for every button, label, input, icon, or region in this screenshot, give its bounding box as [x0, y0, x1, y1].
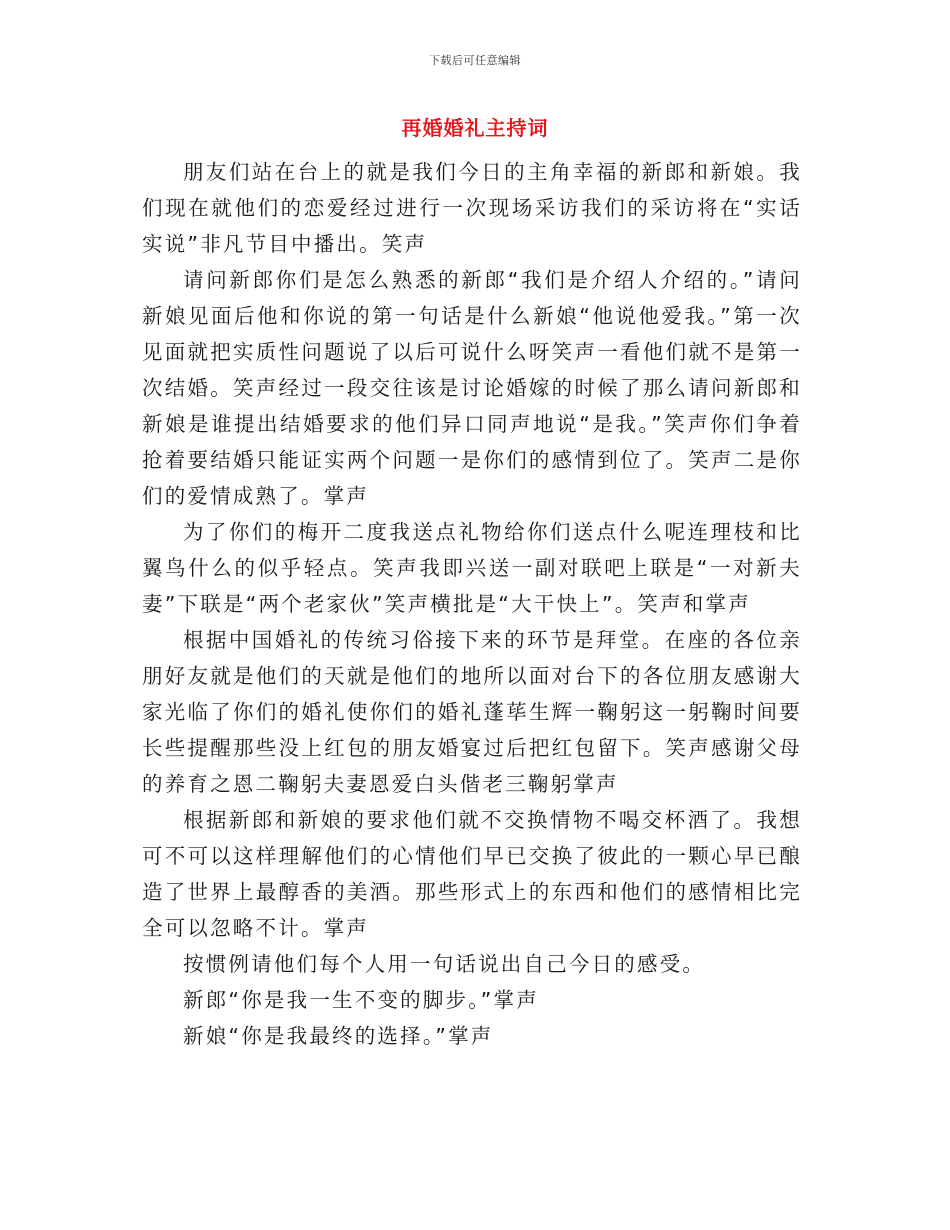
paragraph-interview-questions: 请问新郎你们是怎么熟悉的新郎“我们是介绍人介绍的。”请问新娘见面后他和你说的第一句话是什么新娘“他说他爱我。”第一次见面就把实质性问题说了以后可说什么呀笑声一看他们就不是第一次结婚。笑声经过一段交往该是讨论婚嫁的时候了那么请问新郎和新娘是谁提出结婚要求的他们异口同声地说“是我。”笑声你们争着抢着要结婚只能证实两个问题一是你们的感情到位了。笑声二是你们的爱情成熟了。掌声 — [142, 268, 802, 508]
document-body — [142, 154, 802, 1054]
paragraph-no-exchange: 根据新郎和新娘的要求他们就不交换情物不喝交杯酒了。我想可不可以这样理解他们的心情他们早已交换了彼此的一颗心早已酿造了世界上最醇香的美酒。那些形式上的东西和他们的感情相比完全可以忽略不计。掌声 — [142, 808, 802, 940]
paragraph-gift-couplet: 为了你们的梅开二度我送点礼物给你们送点什么呢连理枝和比翼鸟什么的似乎轻点。笑声我即兴送一副对联吧上联是“一对新夫妻”下联是“两个老家伙”笑声横批是“大干快上”。笑声和掌声 — [142, 520, 802, 616]
paragraph-feelings-prompt: 按惯例请他们每个人用一句话说出自己今日的感受。 — [183, 952, 706, 976]
document-title: 再婚婚礼主持词 — [401, 116, 549, 140]
paragraph-interview-intro: 朋友们站在台上的就是我们今日的主角幸福的新郎和新娘。我们现在就他们的恋爱经过进行一次现场采访我们的采访将在“实话实说”非凡节目中播出。笑声 — [142, 160, 802, 256]
page-header-note: 下载后可任意编辑 — [429, 54, 521, 67]
paragraph-groom-words: 新郎“你是我一生不变的脚步。”掌声 — [183, 988, 539, 1012]
paragraph-bowing-ceremony: 根据中国婚礼的传统习俗接下来的环节是拜堂。在座的各位亲朋好友就是他们的天就是他们的地所以面对台下的各位朋友感谢大家光临了你们的婚礼使你们的婚礼蓬荜生辉一鞠躬这一躬鞠时间要长些提醒那些没上红包的朋友婚宴过后把红包留下。笑声感谢父母的养育之恩二鞠躬夫妻恩爱白头偕老三鞠躬掌声 — [142, 628, 802, 796]
paragraph-bride-words: 新娘“你是我最终的选择。”掌声 — [183, 1024, 494, 1048]
